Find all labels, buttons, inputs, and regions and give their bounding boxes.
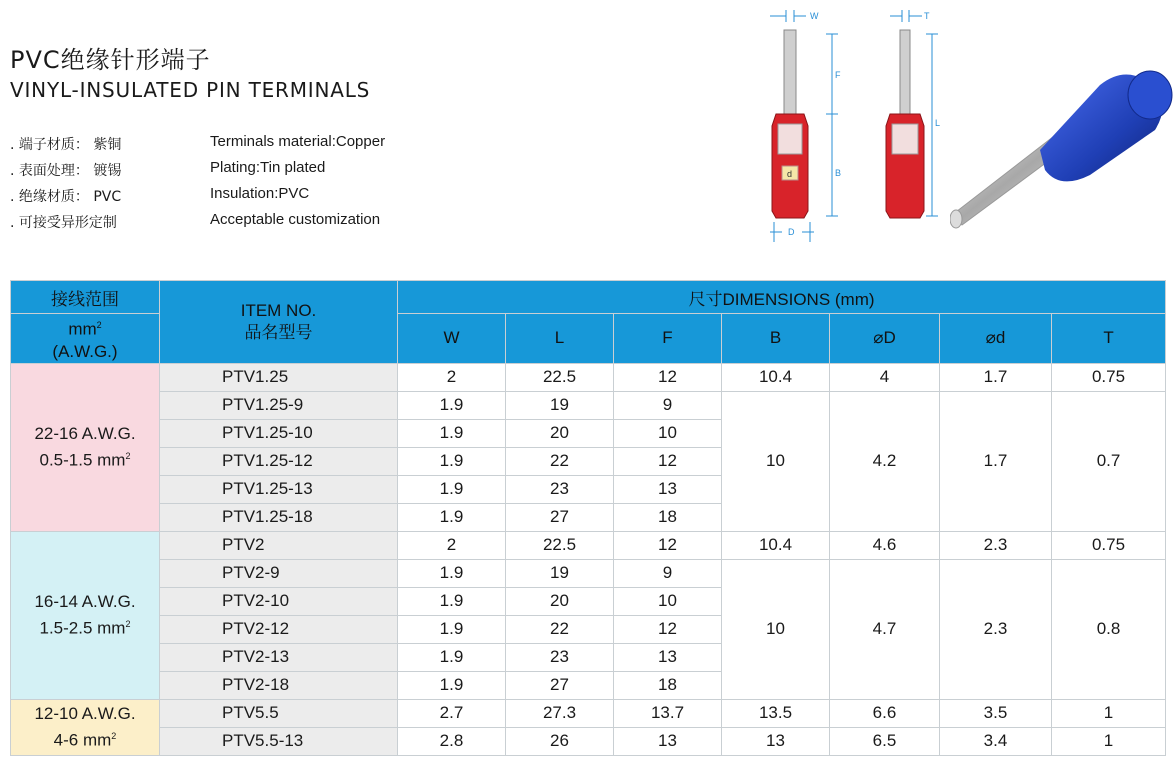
item-cell: PTV1.25-12 xyxy=(160,447,398,475)
cell-b-shared: 10 xyxy=(722,559,830,699)
product-photo xyxy=(950,55,1175,255)
header-item-no xyxy=(160,281,398,364)
cell-l: 22.5 xyxy=(506,531,614,559)
cell-f: 18 xyxy=(614,503,722,531)
cell-w: 1.9 xyxy=(398,615,506,643)
range-cell-group3: 12-10 A.W.G. 4-6 $mm^2$ xyxy=(11,699,160,755)
cell-w: 1.9 xyxy=(398,643,506,671)
header-col-l: L xyxy=(506,314,614,364)
spec-label-en: Acceptable customization xyxy=(210,211,381,228)
header-range-cn: 接线范围 xyxy=(11,281,160,314)
spec-label-cn: . 绝缘材质： PVC xyxy=(10,189,122,205)
item-cell: PTV2 xyxy=(160,531,398,559)
table-row xyxy=(11,727,1166,755)
dim-label-d-outer: D xyxy=(788,227,795,237)
cell-l: 19 xyxy=(506,559,614,587)
cell-w: 2.7 xyxy=(398,699,506,727)
dim-label-b: B xyxy=(835,168,842,178)
cell-w: 1.9 xyxy=(398,559,506,587)
spec-label-cn: . 表面处理： 镀锡 xyxy=(10,163,122,179)
table-row xyxy=(11,391,1166,419)
cell-t: 1 xyxy=(1052,699,1166,727)
cell-f: 13.7 xyxy=(614,699,722,727)
header-col-id: ⌀d xyxy=(940,314,1052,364)
dimensions-table xyxy=(10,280,1166,756)
cell-w: 1.9 xyxy=(398,671,506,699)
cell-w: 1.9 xyxy=(398,447,506,475)
cell-f: 10 xyxy=(614,587,722,615)
cell-w: 1.9 xyxy=(398,475,506,503)
header-item-cn: 品名型号 xyxy=(244,322,313,342)
cell-t-shared: 0.7 xyxy=(1052,391,1166,531)
item-cell: PTV5.5 xyxy=(160,699,398,727)
cell-id-shared: 1.7 xyxy=(940,391,1052,531)
dim-label-d-inner: d xyxy=(787,169,793,179)
cell-l: 23 xyxy=(506,475,614,503)
cell-f: 12 xyxy=(614,447,722,475)
item-cell: PTV1.25 xyxy=(160,363,398,391)
cell-l: 27 xyxy=(506,671,614,699)
cell-f: 13 xyxy=(614,643,722,671)
header-dimensions: 尺寸DIMENSIONS (mm) xyxy=(398,281,1166,314)
table-row xyxy=(11,699,1166,727)
spec-label-en: Plating:Tin plated xyxy=(210,159,326,176)
cell-b: 13.5 xyxy=(722,699,830,727)
cell-f: 9 xyxy=(614,391,722,419)
cell-od: 4 xyxy=(830,363,940,391)
dim-label-f: F xyxy=(835,70,841,80)
item-cell: PTV2-10 xyxy=(160,587,398,615)
item-cell: PTV2-12 xyxy=(160,615,398,643)
cell-f: 9 xyxy=(614,559,722,587)
cell-l: 27.3 xyxy=(506,699,614,727)
cell-f: 12 xyxy=(614,363,722,391)
page-title-en: VINYL-INSULATED PIN TERMINALS xyxy=(10,78,371,102)
cell-od-shared: 4.7 xyxy=(830,559,940,699)
item-cell: PTV1.25-10 xyxy=(160,419,398,447)
cell-w: 2 xyxy=(398,531,506,559)
cell-id: 1.7 xyxy=(940,363,1052,391)
cell-f: 18 xyxy=(614,671,722,699)
header-col-w: W xyxy=(398,314,506,364)
page-title-cn: PVC绝缘针形端子 xyxy=(10,46,211,74)
cell-b: 10.4 xyxy=(722,531,830,559)
dim-label-t: T xyxy=(924,11,930,21)
item-cell: PTV1.25-13 xyxy=(160,475,398,503)
cell-b: 13 xyxy=(722,727,830,755)
header-col-od: ⌀D xyxy=(830,314,940,364)
spec-label-en: Insulation:PVC xyxy=(210,185,310,202)
table-row xyxy=(11,363,1166,391)
cell-f: 13 xyxy=(614,475,722,503)
cell-l: 22 xyxy=(506,447,614,475)
cell-l: 19 xyxy=(506,391,614,419)
cell-l: 20 xyxy=(506,587,614,615)
cell-b: 10.4 xyxy=(722,363,830,391)
cell-od: 4.6 xyxy=(830,531,940,559)
cell-l: 22.5 xyxy=(506,363,614,391)
item-cell: PTV1.25-9 xyxy=(160,391,398,419)
item-cell: PTV2-13 xyxy=(160,643,398,671)
cell-od-shared: 4.2 xyxy=(830,391,940,531)
cell-f: 10 xyxy=(614,419,722,447)
spec-label-cn: . 端子材质： 紫铜 xyxy=(10,137,122,153)
cell-l: 22 xyxy=(506,615,614,643)
dim-label-l: L xyxy=(935,118,941,128)
cell-w: 1.9 xyxy=(398,419,506,447)
cell-w: 2 xyxy=(398,363,506,391)
table-row xyxy=(11,531,1166,559)
cell-w: 1.9 xyxy=(398,503,506,531)
cell-w: 2.8 xyxy=(398,727,506,755)
cell-l: 23 xyxy=(506,643,614,671)
cell-l: 20 xyxy=(506,419,614,447)
item-cell: PTV5.5-13 xyxy=(160,727,398,755)
header-col-f: F xyxy=(614,314,722,364)
item-cell: PTV1.25-18 xyxy=(160,503,398,531)
cell-t: 1 xyxy=(1052,727,1166,755)
header-item-en: ITEM NO. xyxy=(240,300,317,320)
cell-id: 3.5 xyxy=(940,699,1052,727)
cell-id-shared: 2.3 xyxy=(940,559,1052,699)
cell-f: 13 xyxy=(614,727,722,755)
cell-id: 2.3 xyxy=(940,531,1052,559)
terminal-right-view xyxy=(886,30,924,218)
item-cell: PTV2-18 xyxy=(160,671,398,699)
cell-id: 3.4 xyxy=(940,727,1052,755)
cell-l: 26 xyxy=(506,727,614,755)
spec-label-cn: . 可接受异形定制 xyxy=(10,215,117,231)
terminal-dimension-drawing xyxy=(762,6,952,246)
header-col-t: T xyxy=(1052,314,1166,364)
dim-label-w: W xyxy=(810,11,819,21)
cell-l: 27 xyxy=(506,503,614,531)
cell-t: 0.75 xyxy=(1052,531,1166,559)
cell-b-shared: 10 xyxy=(722,391,830,531)
cell-f: 12 xyxy=(614,531,722,559)
cell-w: 1.9 xyxy=(398,587,506,615)
cell-w: 1.9 xyxy=(398,391,506,419)
range-cell-group1: 22-16 A.W.G. 0.5-1.5 $mm^2$ xyxy=(11,363,160,531)
cell-t-shared: 0.8 xyxy=(1052,559,1166,699)
terminal-left-view xyxy=(772,30,808,218)
range-cell-group2: 16-14 A.W.G. 1.5-2.5 $mm^2$ xyxy=(11,531,160,699)
cell-t: 0.75 xyxy=(1052,363,1166,391)
header-range-unit: $mm^2$ (A.W.G.) xyxy=(11,314,160,364)
cell-od: 6.6 xyxy=(830,699,940,727)
cell-od: 6.5 xyxy=(830,727,940,755)
item-cell: PTV2-9 xyxy=(160,559,398,587)
table-row xyxy=(11,559,1166,587)
cell-f: 12 xyxy=(614,615,722,643)
header-col-b: B xyxy=(722,314,830,364)
spec-label-en: Terminals material:Copper xyxy=(210,133,386,150)
